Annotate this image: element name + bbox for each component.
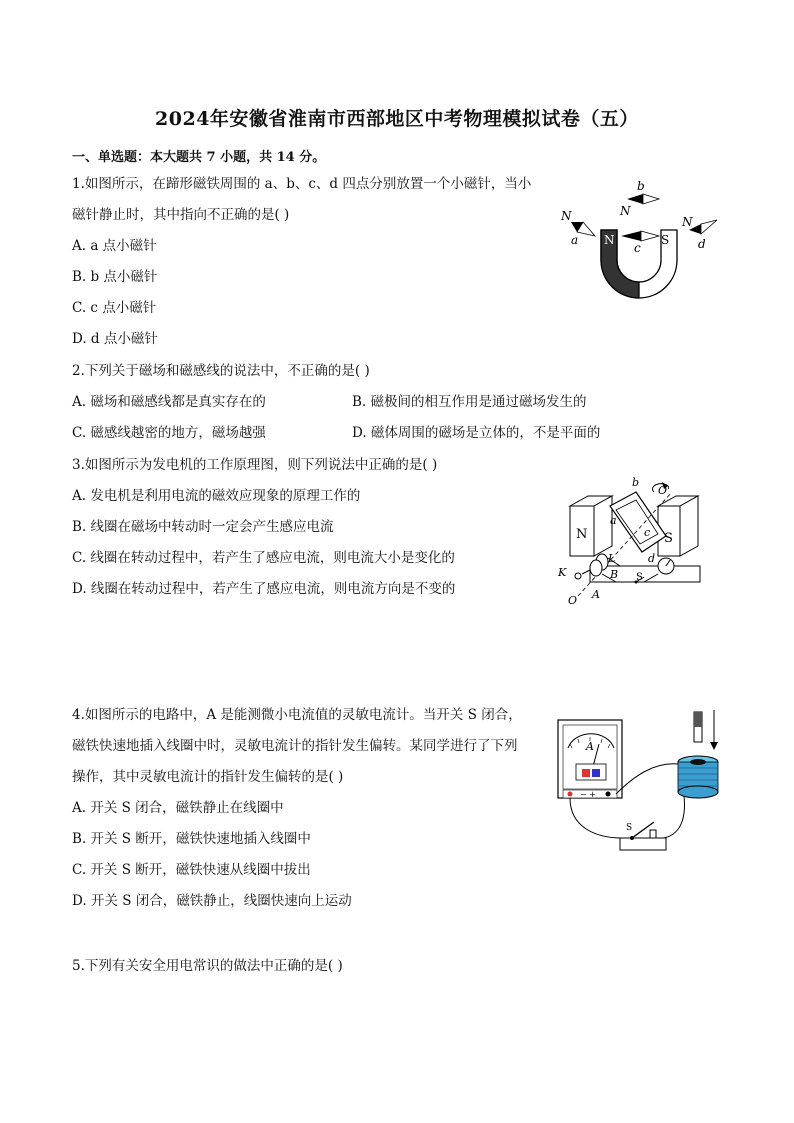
q4-option-b[interactable]: B. 开关 S 断开，磁铁快速地插入线圈中	[72, 831, 311, 847]
q2-stem: 2.下列关于磁场和磁感线的说法中，不正确的是( )	[72, 363, 370, 379]
svg-text:a: a	[610, 514, 617, 527]
q1-option-a[interactable]: A. a 点小磁针	[72, 238, 157, 254]
svg-text:N: N	[682, 215, 693, 229]
q1-option-d[interactable]: D. d 点小磁针	[72, 331, 158, 347]
svg-text:− +: − +	[580, 790, 596, 799]
svg-text:a: a	[571, 233, 579, 247]
svg-text:d: d	[648, 552, 656, 565]
q4-stem-line-1: 4.如图所示的电路中，A 是能测微小电流值的灵敏电流计。当开关 S 闭合，	[72, 707, 522, 723]
svg-text:N: N	[561, 209, 572, 223]
svg-text:N: N	[604, 233, 615, 247]
q5-stem: 5.下列有关安全用电常识的做法中正确的是( )	[72, 958, 343, 974]
q2-option-d[interactable]: D. 磁体周围的磁场是立体的，不是平面的	[352, 425, 601, 441]
q1-option-b[interactable]: B. b 点小磁针	[72, 269, 158, 285]
svg-text:S: S	[636, 572, 643, 583]
q3-option-d[interactable]: D. 线圈在转动过程中，若产生了感应电流，则电流方向是不变的	[72, 581, 456, 597]
svg-text:S: S	[664, 531, 673, 546]
q1-option-c[interactable]: C. c 点小磁针	[72, 300, 157, 316]
svg-text:A: A	[586, 740, 594, 753]
generator-figure	[554, 470, 712, 608]
horseshoe-magnet-figure	[555, 176, 725, 300]
q3-option-b[interactable]: B. 线圈在磁场中转动时一定会产生感应电流	[72, 519, 334, 535]
svg-text:N: N	[576, 527, 588, 542]
svg-text:N: N	[620, 204, 631, 218]
q4-stem-line-2: 磁铁快速地插入线圈中时，灵敏电流计的指针发生偏转。某同学进行了下列	[72, 738, 518, 754]
q1-stem-line-1: 1.如图所示，在蹄形磁铁周围的 a、b、c、d 四点分别放置一个小磁针，当小	[72, 176, 532, 192]
q4-option-c[interactable]: C. 开关 S 断开，磁铁快速从线圈中拔出	[72, 862, 311, 878]
q4-stem-line-3: 操作，其中灵敏电流计的指针发生偏转的是( )	[72, 769, 344, 785]
section-heading: 一、单选题：本大题共 7 小题，共 14 分。	[72, 150, 326, 165]
svg-text:S: S	[661, 233, 670, 247]
svg-text:O: O	[568, 594, 578, 607]
galvanometer-circuit-figure	[554, 706, 726, 856]
svg-text:b: b	[632, 476, 640, 489]
q3-option-c[interactable]: C. 线圈在转动过程中，若产生了感应电流，则电流大小是变化的	[72, 550, 455, 566]
q4-option-d[interactable]: D. 开关 S 闭合，磁铁静止，线圈快速向上运动	[72, 893, 352, 909]
svg-text:L: L	[608, 552, 616, 565]
q2-option-a[interactable]: A. 磁场和磁感线都是真实存在的	[72, 394, 266, 410]
svg-text:d: d	[698, 237, 706, 251]
svg-text:O': O'	[658, 484, 671, 497]
svg-text:b: b	[637, 179, 645, 193]
svg-text:S: S	[626, 823, 633, 833]
q3-option-a[interactable]: A. 发电机是利用电流的磁效应现象的原理工作的	[72, 488, 361, 504]
q3-stem: 3.如图所示为发电机的工作原理图，则下列说法中正确的是( )	[72, 457, 438, 473]
q1-stem-line-2: 磁针静止时，其中指向不正确的是( )	[72, 207, 290, 223]
page-title: 2024年安徽省淮南市西部地区中考物理模拟试卷（五）	[155, 108, 639, 130]
q4-option-a[interactable]: A. 开关 S 闭合，磁铁静止在线圈中	[72, 800, 284, 816]
svg-text:c: c	[644, 526, 651, 539]
svg-text:A: A	[592, 588, 600, 601]
svg-text:K: K	[558, 566, 567, 579]
q2-option-b[interactable]: B. 磁极间的相互作用是通过磁场发生的	[352, 394, 587, 410]
svg-text:c: c	[634, 241, 641, 255]
svg-text:B: B	[610, 568, 619, 581]
q2-option-c[interactable]: C. 磁感线越密的地方，磁场越强	[72, 425, 266, 441]
